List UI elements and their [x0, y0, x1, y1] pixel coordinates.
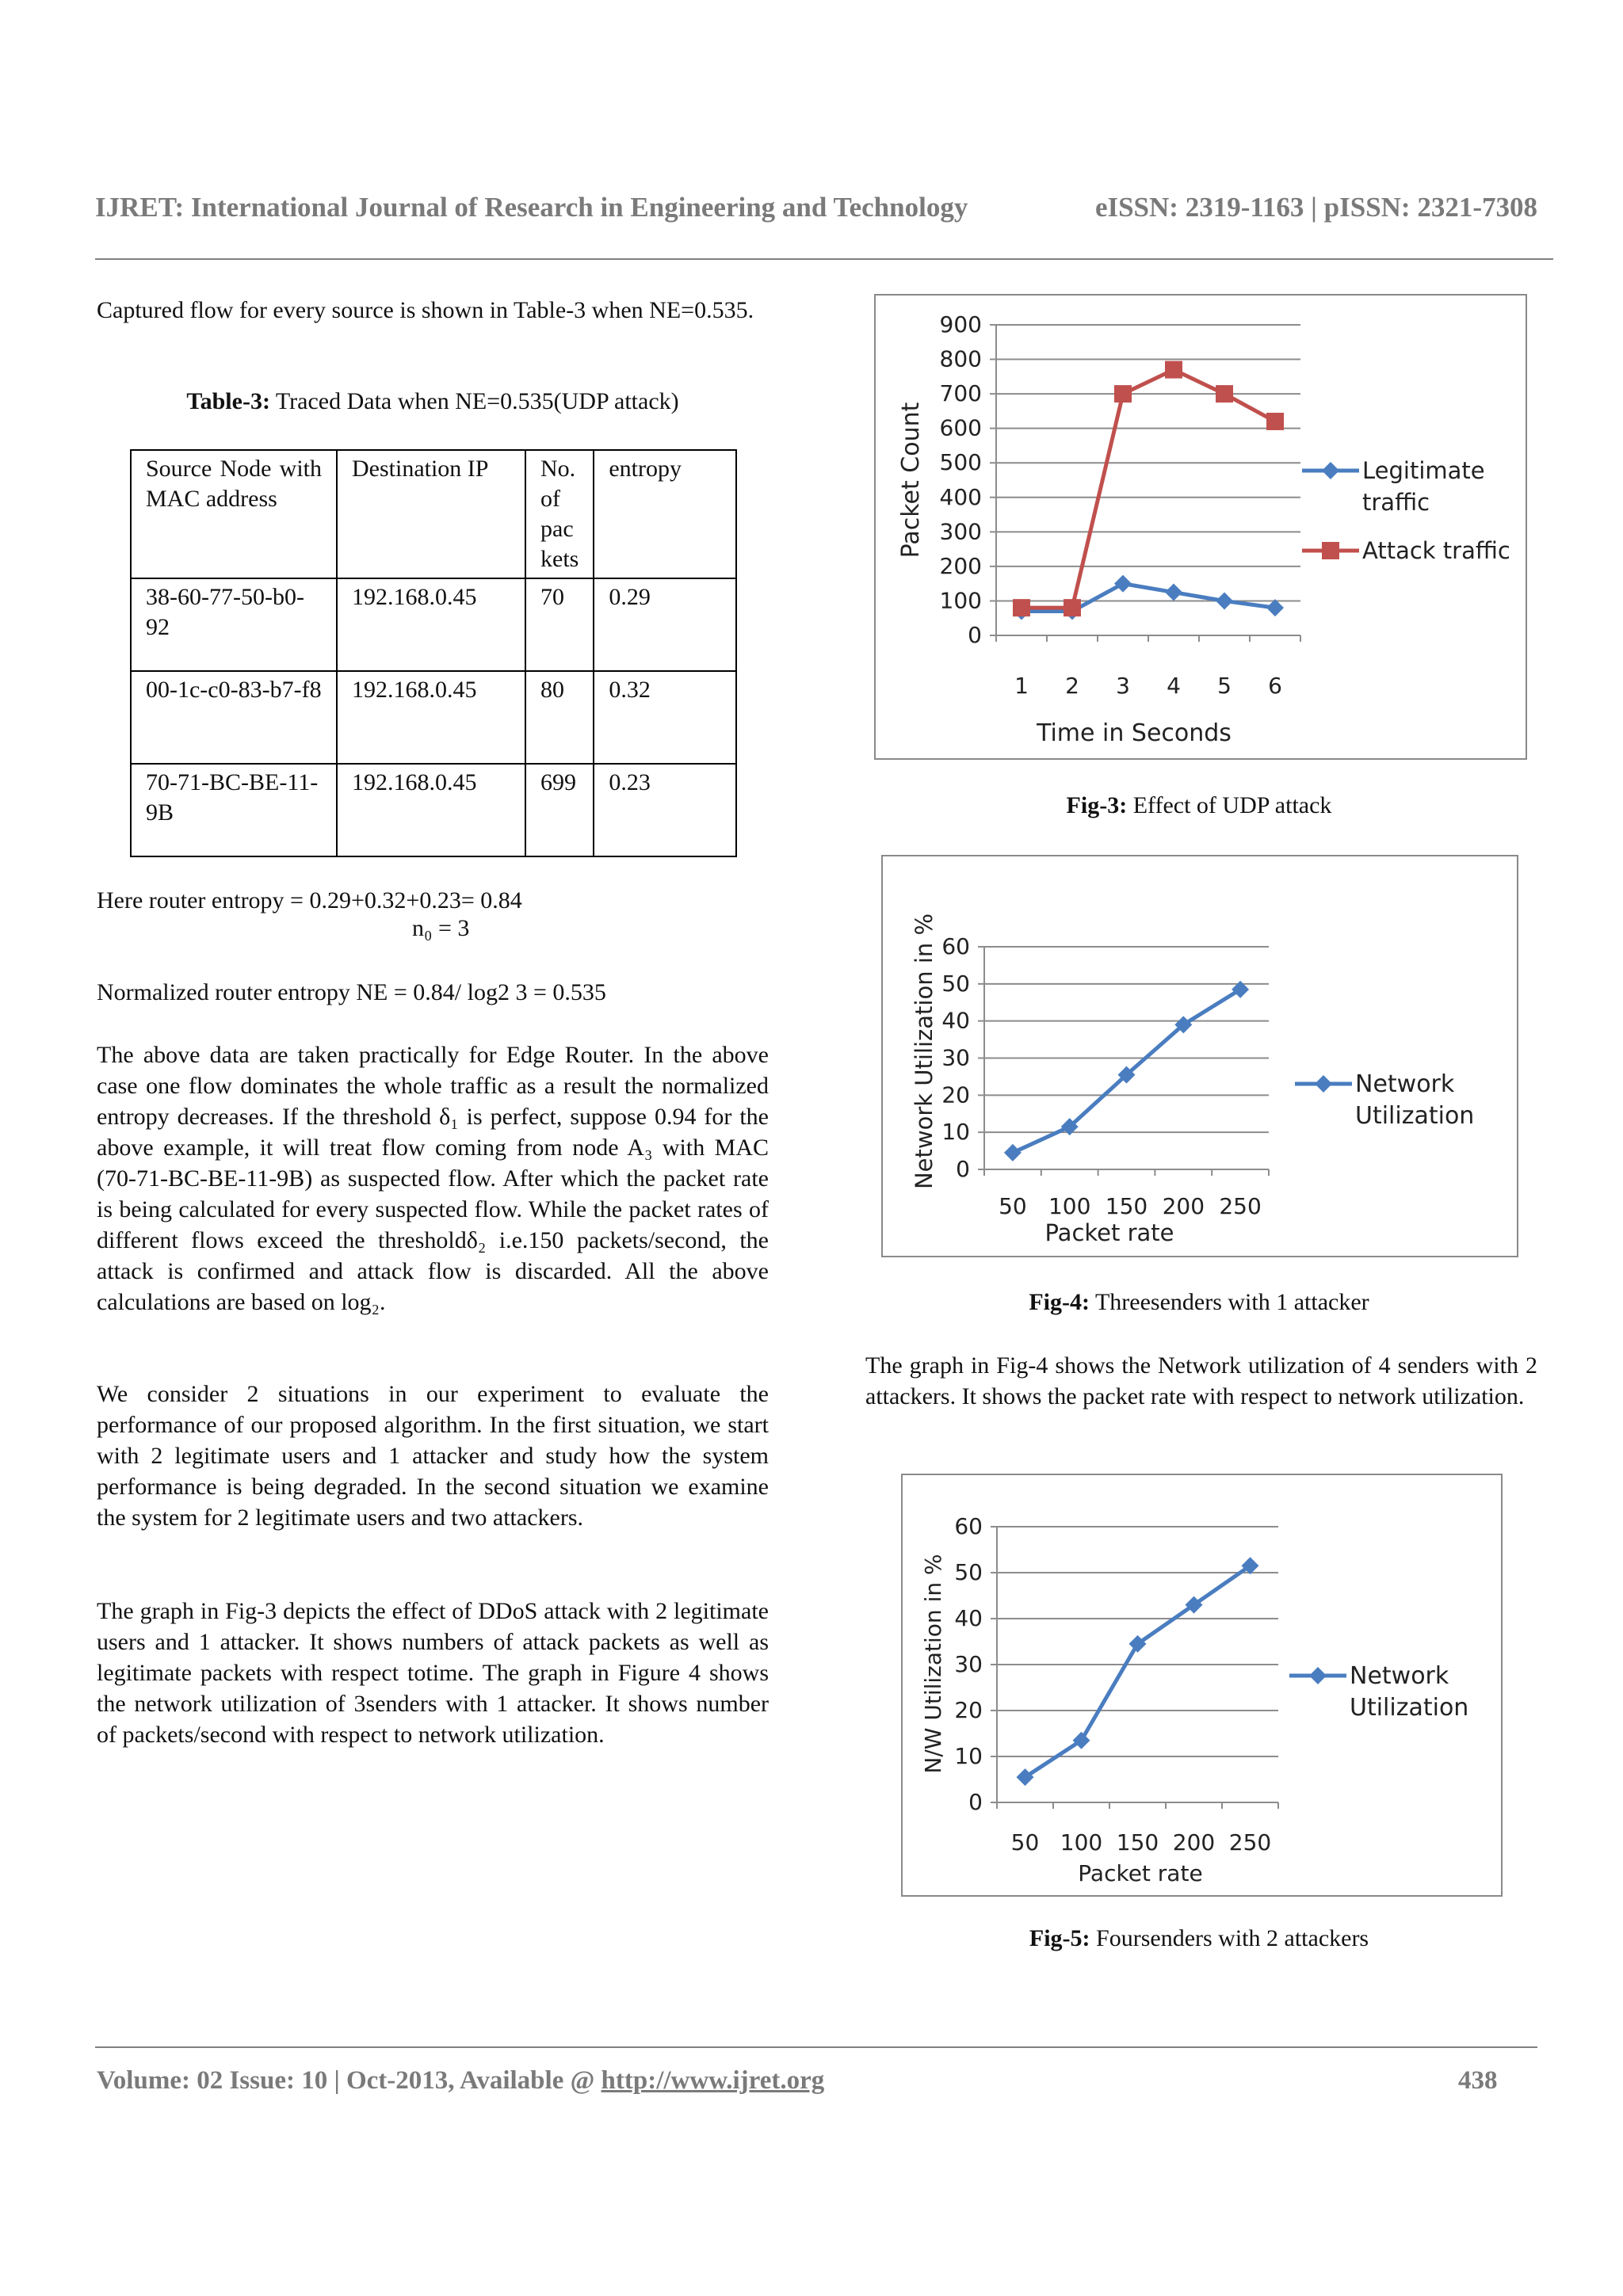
y-tick-label: 40: [954, 1605, 983, 1631]
data-point: [1013, 599, 1030, 616]
x-tick-label: 5: [1217, 673, 1232, 699]
x-axis-title: Time in Seconds: [1037, 719, 1232, 747]
x-tick-label: 250: [1228, 1829, 1272, 1855]
fig4-caption: [872, 1289, 1526, 1316]
y-tick-label: 60: [954, 1513, 983, 1539]
legend-marker: [1315, 1075, 1332, 1093]
table-row: [131, 671, 736, 764]
cell-mac: 00-1c-c0-83-b7-f8: [131, 671, 337, 764]
legend-label: Utilization: [1350, 1694, 1469, 1722]
y-tick-label: 20: [954, 1697, 983, 1723]
y-tick-label: 20: [941, 1081, 970, 1108]
header-rule: [95, 258, 1553, 260]
data-point: [1216, 592, 1233, 609]
x-axis-title: Packet rate: [1078, 1860, 1203, 1886]
fig4-caption-label: Fig-4:: [1029, 1289, 1090, 1315]
y-axis-title: N/W Utilization in %: [920, 1554, 946, 1774]
y-tick-label: 200: [939, 552, 982, 579]
legend-marker: [1322, 542, 1339, 559]
paragraph-3: The graph in Fig-3 depicts the effect of DDoS attack with 2 legitimate users and 1 attacker. It shows numbers of attack packets as well as legitimate packets with respect totime. The graph in Figure 4 shows the network utilization of 3senders with 1 attacker. It shows number of packets/second with respect to network utilization.: [97, 1598, 769, 1748]
x-tick-label: 200: [1172, 1829, 1216, 1855]
normalized-entropy: Normalized router entropy NE = 0.84/ log2 3 = 0.535: [97, 979, 606, 1005]
footer-volume-text: Volume: 02 Issue: 10 | Oct-2013, Available @: [97, 2066, 595, 2095]
data-point: [1004, 1144, 1022, 1161]
y-tick-label: 0: [968, 622, 982, 648]
x-tick-label: 4: [1167, 673, 1181, 699]
legend-label: Utilization: [1355, 1102, 1475, 1130]
x-tick-label: 6: [1268, 673, 1282, 699]
y-tick-label: 40: [941, 1007, 970, 1034]
data-point: [1114, 575, 1132, 593]
th-destination: Destination IP: [337, 450, 525, 578]
y-axis-title: Packet Count: [897, 402, 925, 559]
paragraph-1: The above data are taken practically for Edge Router. In the above case one flow dominates the whole traffic as a result the normalized entropy decreases. If the threshold δ₁ is perfect, suppose 0.94 for the above example, it will treat flow coming from node A₃ with MAC (70-71-BC-BE-11-9B) as suspected flow. After which the packet rate is being calculated for every suspected flow. While the packet rates of different flows exceed the thresholdδ₂ i.e.150 packets/second, the attack is confirmed and attack flow is discarded. All the above calculations are based on log₂.: [97, 1042, 769, 1315]
intro-paragraph: Captured flow for every source is shown in Table-3 when NE=0.535.: [97, 297, 754, 323]
legend-label: Network: [1350, 1662, 1449, 1690]
table-caption: [97, 388, 769, 415]
cell-entropy: 0.32: [594, 671, 736, 764]
series-line: [1022, 370, 1275, 608]
y-tick-label: 60: [941, 933, 970, 959]
y-tick-label: 600: [939, 414, 982, 441]
x-tick-label: 50: [1010, 1829, 1040, 1855]
fig4-frame: [881, 855, 1518, 1257]
x-axis-title: Packet rate: [1044, 1219, 1174, 1246]
fig3-caption: [872, 792, 1526, 819]
table-row: [131, 578, 736, 671]
y-tick-label: 10: [941, 1119, 970, 1146]
fig5-caption-label: Fig-5:: [1029, 1925, 1090, 1951]
x-tick-label: 250: [1219, 1193, 1262, 1219]
table-caption-label: Table-3:: [186, 388, 270, 414]
data-point: [1064, 599, 1081, 616]
table-row: [131, 764, 736, 856]
x-tick-label: 150: [1116, 1829, 1159, 1855]
data-point: [1216, 385, 1233, 402]
table-header-row: [131, 450, 736, 578]
x-tick-label: 100: [1060, 1829, 1103, 1855]
legend-marker: [1309, 1667, 1327, 1684]
y-tick-label: 400: [939, 483, 982, 510]
cell-packets: 80: [525, 671, 594, 764]
cell-mac: 38-60-77-50-b0-92: [131, 578, 337, 671]
n0-equation: n₀ = 3: [412, 915, 470, 941]
data-point: [1165, 584, 1182, 601]
fig3-caption-label: Fig-3:: [1066, 792, 1128, 818]
fig5-caption-text: Foursenders with 2 attackers: [1096, 1925, 1369, 1951]
x-tick-label: 1: [1014, 673, 1029, 699]
data-point: [1114, 385, 1132, 402]
series-line: [1025, 1566, 1251, 1777]
legend-marker: [1322, 462, 1339, 479]
y-tick-label: 900: [939, 311, 982, 338]
x-tick-label: 200: [1162, 1193, 1205, 1219]
y-axis-title: Network Utilization in %: [911, 913, 938, 1190]
y-tick-label: 700: [939, 380, 982, 407]
x-tick-label: 3: [1116, 673, 1130, 699]
fig5-chart: [903, 1475, 1501, 1895]
legend-label: traffic: [1362, 489, 1430, 516]
th-entropy: entropy: [594, 450, 736, 578]
page-number: 438: [1458, 2066, 1498, 2095]
paragraph-2: We consider 2 situations in our experiment to evaluate the performance of our proposed algorithm. In the first situation, we start with 2 legitimate users and 1 attacker and study how the system performance is being degraded. In the second situation we examine the system for 2 legitimate users and two attackers.: [97, 1381, 769, 1531]
journal-title: IJRET: International Journal of Research in Engineering and Technology: [95, 192, 968, 223]
th-packets: No. of pac kets: [525, 450, 594, 578]
y-tick-label: 30: [954, 1651, 983, 1677]
x-tick-label: 100: [1048, 1193, 1091, 1219]
data-point: [1165, 361, 1182, 379]
y-tick-label: 500: [939, 449, 982, 476]
fig4-caption-text: Threesenders with 1 attacker: [1094, 1289, 1369, 1315]
x-tick-label: 150: [1105, 1193, 1148, 1219]
cell-mac: 70-71-BC-BE-11-9B: [131, 764, 337, 856]
cell-ip: 192.168.0.45: [337, 764, 525, 856]
footer-link[interactable]: http://www.ijret.org: [601, 2066, 825, 2095]
data-point: [1266, 599, 1284, 616]
legend-label: Attack traffic: [1362, 537, 1510, 564]
issn: eISSN: 2319-1163 | pISSN: 2321-7308: [1094, 192, 1537, 223]
y-tick-label: 300: [939, 518, 982, 545]
footer-rule: [95, 2046, 1537, 2048]
x-tick-label: 2: [1065, 673, 1079, 699]
y-tick-label: 800: [939, 345, 982, 372]
fig4-paragraph: The graph in Fig-4 shows the Network utilization of 4 senders with 2 attackers. It shows the packet rate with respect to network utilization.: [865, 1352, 1537, 1409]
y-tick-label: 30: [941, 1044, 970, 1071]
y-tick-label: 50: [941, 970, 970, 997]
fig3-chart: [876, 296, 1526, 758]
legend-label: Network: [1355, 1070, 1455, 1098]
y-tick-label: 100: [939, 587, 982, 614]
fig5-frame: [901, 1474, 1503, 1897]
table-3: [130, 449, 737, 857]
th-source: Source Node with MAC address: [131, 450, 337, 578]
fig4-chart: [883, 856, 1517, 1256]
cell-ip: 192.168.0.45: [337, 671, 525, 764]
fig3-frame: [874, 294, 1527, 760]
cell-packets: 70: [525, 578, 594, 671]
table-caption-text: Traced Data when NE=0.535(UDP attack): [275, 388, 679, 414]
cell-ip: 192.168.0.45: [337, 578, 525, 671]
router-entropy: Here router entropy = 0.29+0.32+0.23= 0.84: [97, 887, 522, 913]
data-point: [1266, 413, 1284, 430]
y-tick-label: 0: [956, 1156, 970, 1182]
footer-volume: [97, 2066, 824, 2096]
x-tick-label: 50: [999, 1193, 1027, 1219]
y-tick-label: 50: [954, 1559, 983, 1585]
fig3-caption-text: Effect of UDP attack: [1132, 792, 1332, 818]
y-tick-label: 0: [968, 1789, 983, 1815]
cell-packets: 699: [525, 764, 594, 856]
legend-label: Legitimate: [1362, 457, 1485, 484]
fig5-caption: [872, 1925, 1526, 1952]
y-tick-label: 10: [954, 1743, 983, 1769]
cell-entropy: 0.23: [594, 764, 736, 856]
cell-entropy: 0.29: [594, 578, 736, 671]
